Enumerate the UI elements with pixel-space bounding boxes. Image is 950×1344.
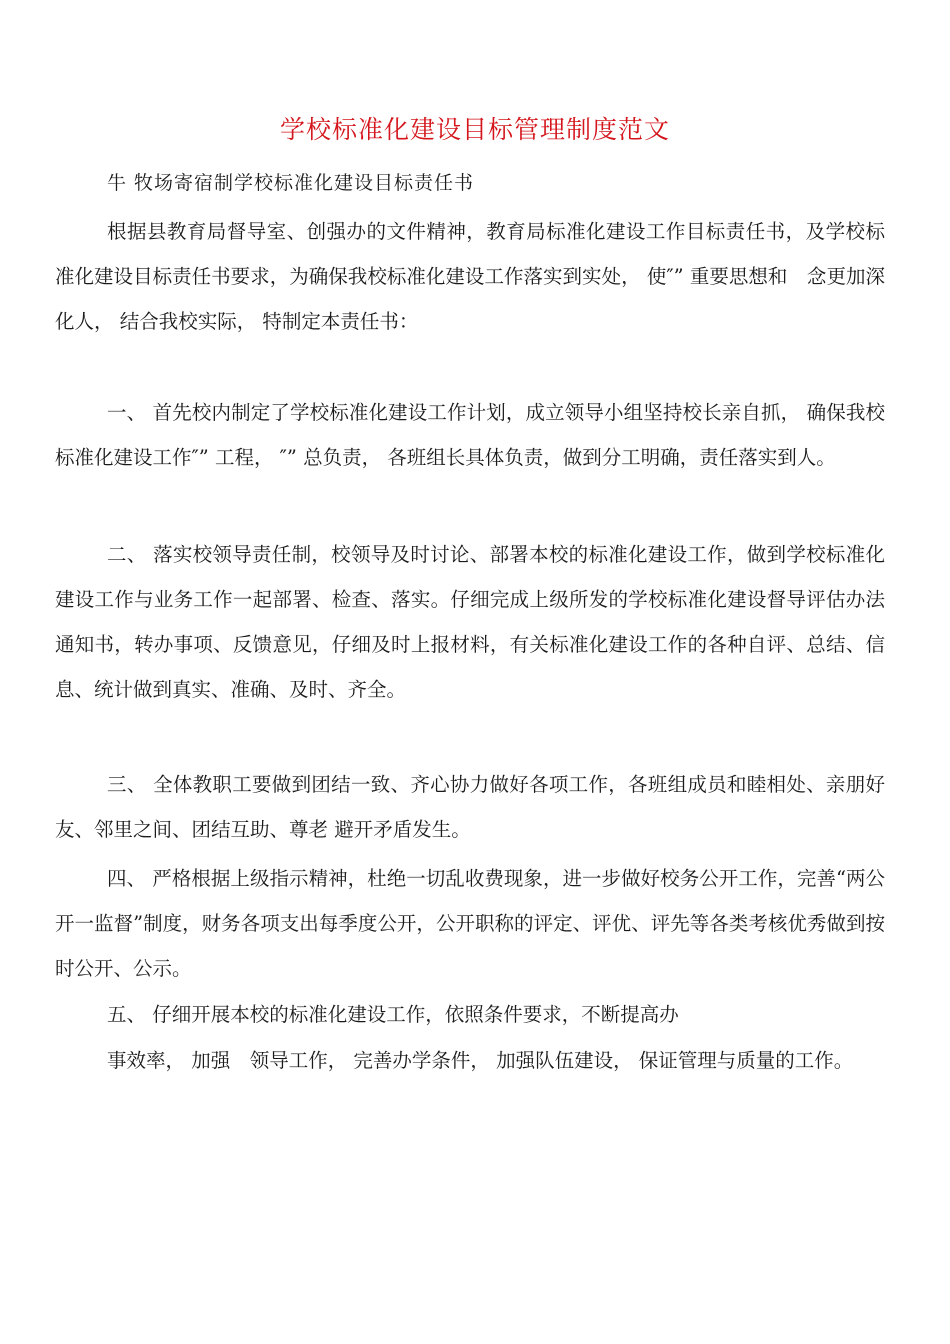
paragraph-item-1: 一、 首先校内制定了学校标准化建设工作计划，成立领导小组坚持校长亲自抓， 确保我校标准化建设工作″” 工程， ″” 总负责， 各班组长具体负责，做到分工明确，责任落实到人。 — [55, 401, 885, 469]
document-title: 学校标准化建设目标管理制度范文 — [279, 115, 670, 144]
paragraph-item-5-continued: 事效率， 加强 领导工作， 完善办学条件， 加强队伍建设， 保证管理与质量的工作。 — [107, 1049, 854, 1072]
document-subtitle: 牛 牧场寄宿制学校标准化建设目标责任书 — [107, 172, 475, 194]
paragraph-intro: 根据县教育局督导室、创强办的文件精神，教育局标准化建设工作目标责任书，及学校标准化建设目标责任书要求，为确保我校标准化建设工作落实到实处， 使″” 重要思想和 念更加深化人， 结合我校实际， 特制定本责任书： — [55, 220, 885, 333]
paragraph-item-5: 五、 仔细开展本校的标准化建设工作，依照条件要求，不断提高办 — [107, 1003, 679, 1026]
paragraph-item-3: 三、 全体教职工要做到团结一致、齐心协力做好各项工作，各班组成员和睦相处、亲朋好友、邻里之间、团结互助、尊老 避开矛盾发生。 — [55, 773, 885, 841]
paragraph-item-2: 二、 落实校领导责任制，校领导及时讨论、部署本校的标准化建设工作，做到学校标准化建设工作与业务工作一起部署、检查、落实。仔细完成上级所发的学校标准化建设督导评估办法 通知书，转办事项、反馈意见，仔细及时上报材料，有关标准化建设工作的各种自评、总结、信息、统计做到真实、准确、及时、齐全。 — [55, 543, 905, 701]
paragraph-item-4: 四、 严格根据上级指示精神，杜绝一切乱收费现象，进一步做好校务公开工作，完善“两公开一监督”制度，财务各项支出每季度公开，公开职称的评定、评优、评先等各类考核优秀做到按时公开、公示。 — [55, 867, 885, 980]
